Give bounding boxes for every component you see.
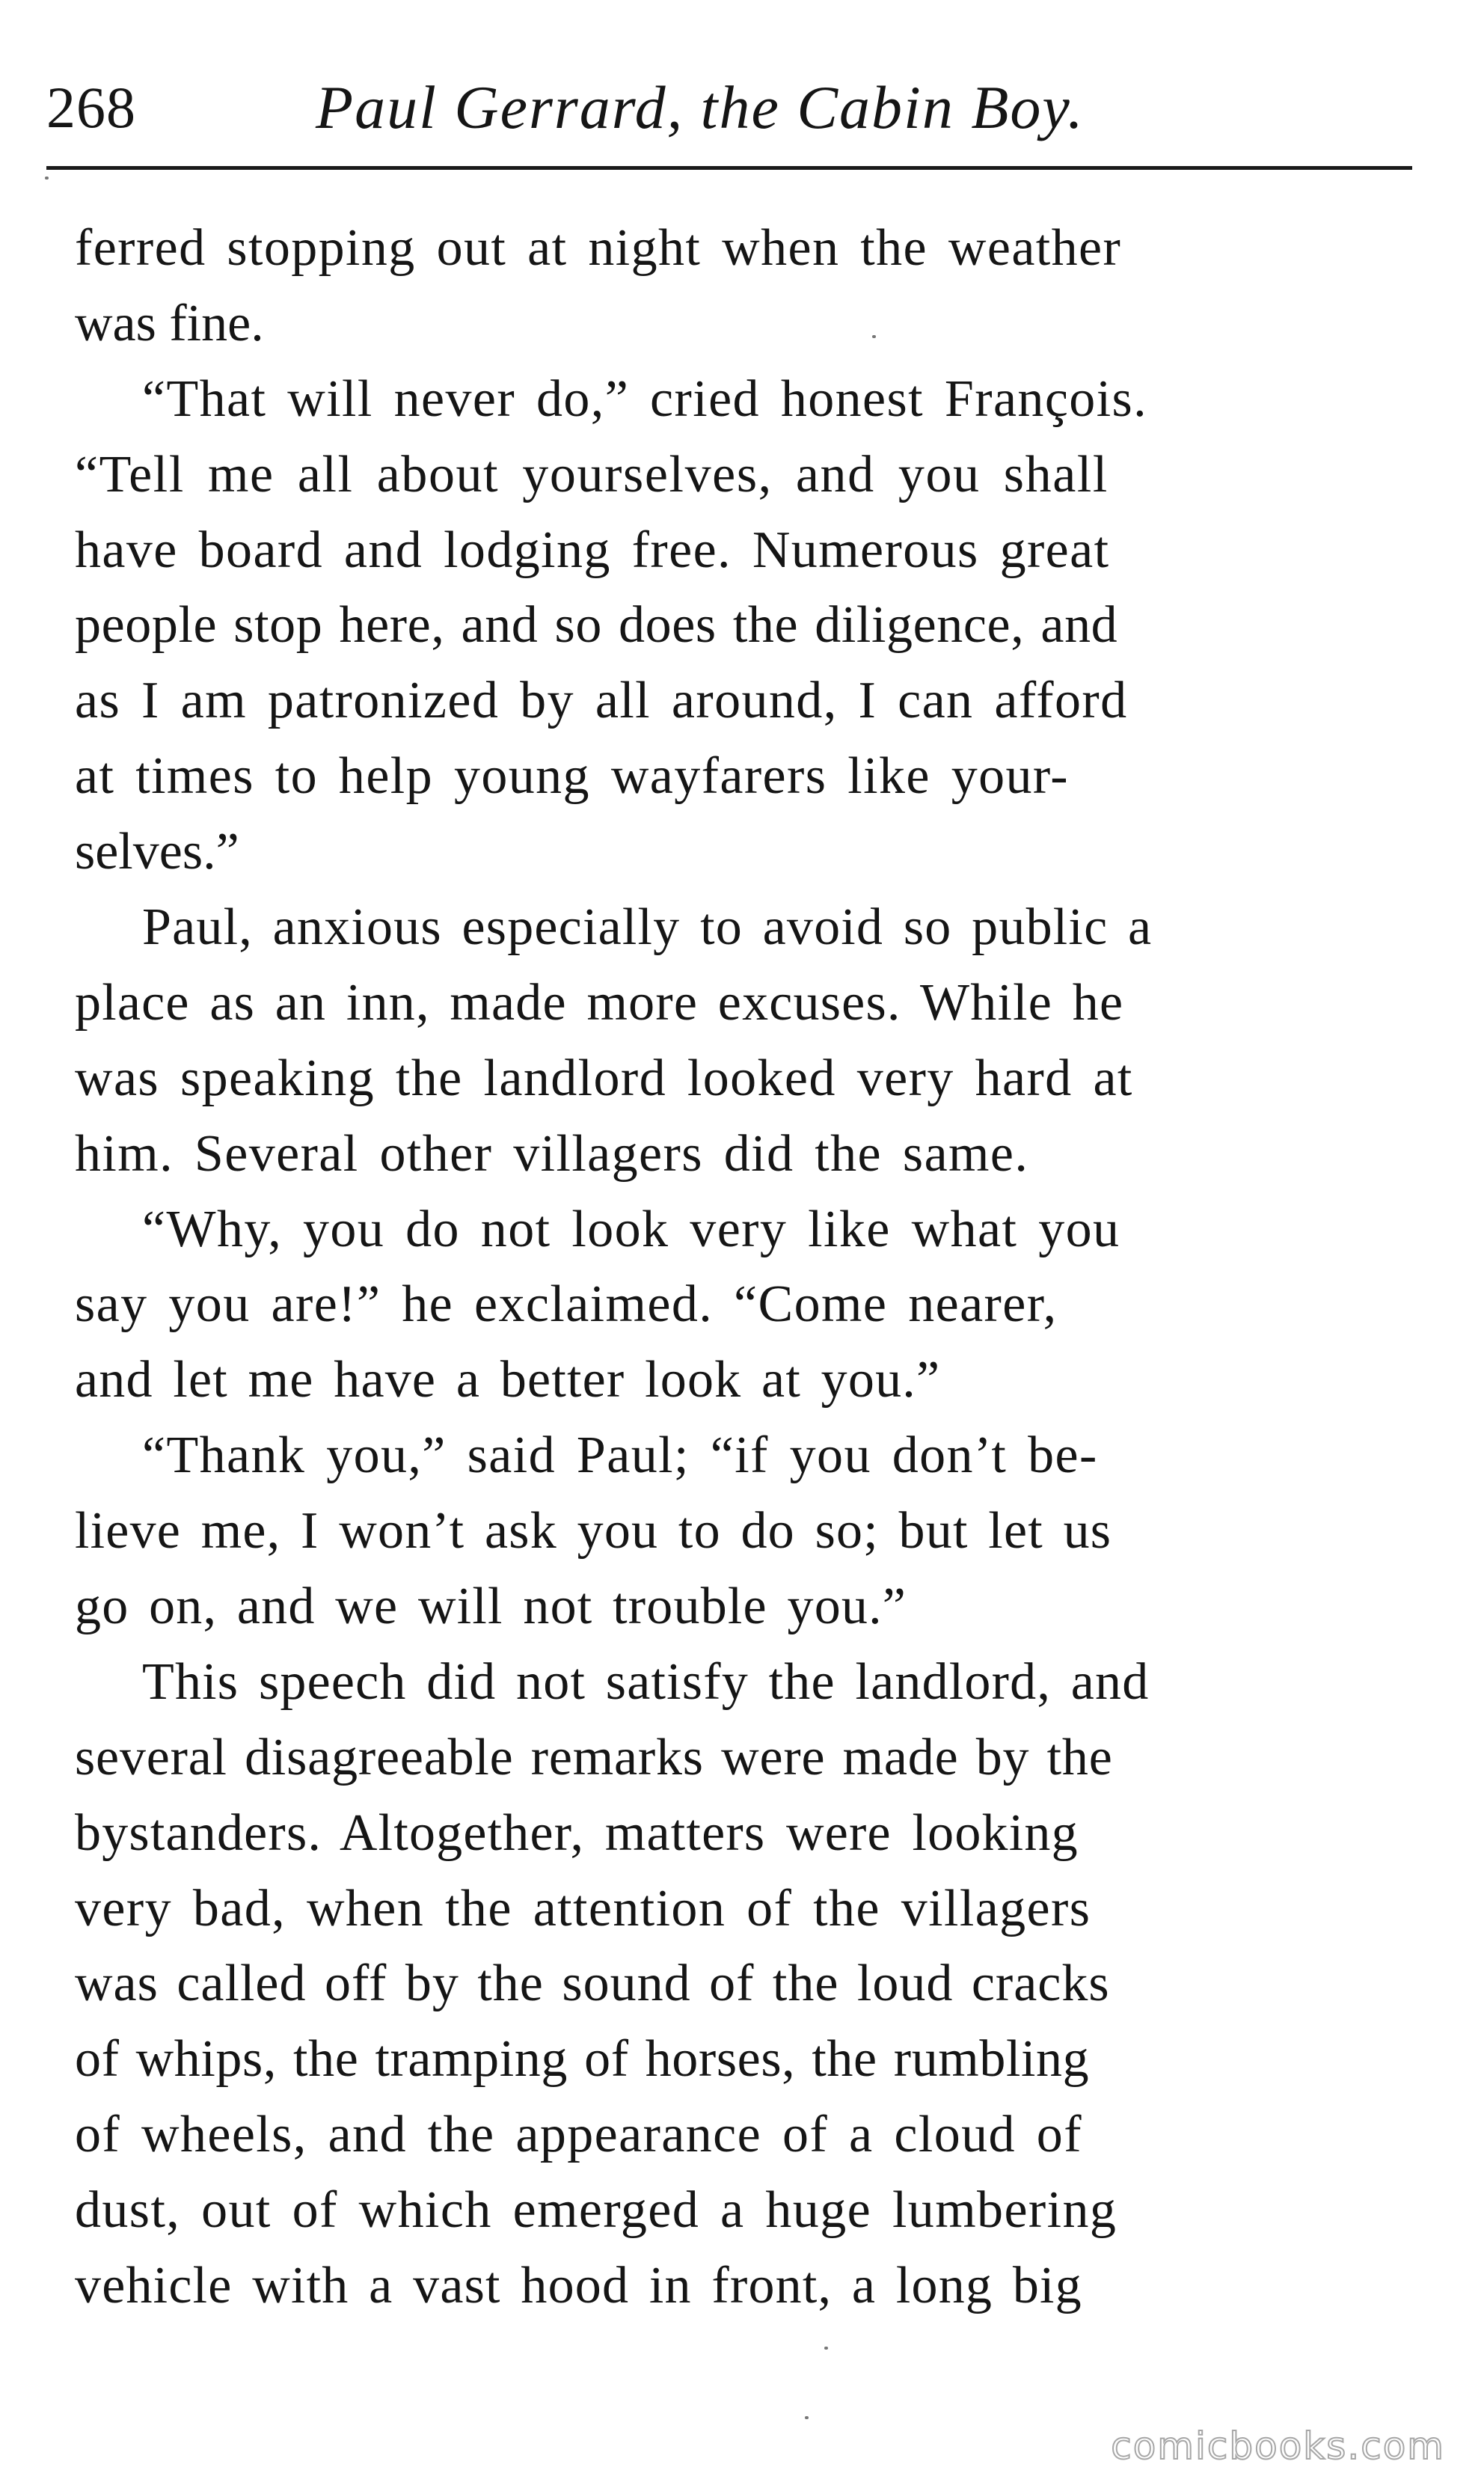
text-line: of whips, the tramping of horses, the rumbling [75, 2030, 1090, 2089]
text-line: at times to help young wayfarers like your- [75, 747, 1069, 806]
text-line: ferred stopping out at night when the weather [75, 219, 1122, 277]
text-line: selves.” [75, 823, 239, 881]
watermark: comicbooks.com [1111, 2424, 1445, 2468]
text-line: people stop here, and so does the diligence, and [75, 596, 1118, 655]
text-line: say you are!” he exclaimed. “Come nearer, [75, 1275, 1058, 1334]
text-line: “Tell me all about yourselves, and you shall [75, 445, 1109, 503]
text-line: “That will never do,” cried honest François. [142, 370, 1148, 428]
text-line: vehicle with a vast hood in front, a long big [75, 2257, 1082, 2315]
page-header [46, 66, 1415, 150]
text-line: Paul, anxious especially to avoid so public a [142, 898, 1153, 957]
text-line: bystanders. Altogether, matters were looking [75, 1804, 1079, 1862]
body-text [75, 211, 1406, 2324]
running-title: Paul Gerrard, the Cabin Boy. [316, 73, 1085, 141]
text-line: lieve me, I won’t ask you to do so; but let us [75, 1502, 1112, 1560]
text-line: This speech did not satisfy the landlord, and [142, 1652, 1150, 1711]
text-line: was called off by the sound of the loud cracks [75, 1955, 1110, 2013]
text-line: “Why, you do not look very like what you [142, 1200, 1120, 1258]
text-line: very bad, when the attention of the villagers [75, 1879, 1091, 1937]
text-line: “Thank you,” said Paul; “if you don’t be- [142, 1427, 1098, 1485]
text-line: him. Several other villagers did the same. [75, 1124, 1029, 1183]
text-line: was fine. [75, 294, 264, 352]
print-speck [45, 177, 49, 180]
text-line: have board and lodging free. Numerous great [75, 521, 1110, 579]
text-line: and let me have a better look at you.” [75, 1351, 941, 1409]
text-line: place as an inn, made more excuses. While he [75, 973, 1124, 1032]
text-line: as I am patronized by all around, I can afford [75, 672, 1128, 730]
text-line: of wheels, and the appearance of a cloud of [75, 2106, 1082, 2164]
text-line: was speaking the landlord looked very hard at [75, 1049, 1133, 1107]
text-line: go on, and we will not trouble you.” [75, 1578, 907, 1636]
header-rule [46, 166, 1412, 170]
page-number: 268 [46, 75, 136, 140]
print-speck [824, 2347, 828, 2350]
print-speck [805, 2416, 809, 2419]
text-line: dust, out of which emerged a huge lumbering [75, 2181, 1117, 2240]
text-line: several disagreeable remarks were made by the [75, 1728, 1113, 1786]
